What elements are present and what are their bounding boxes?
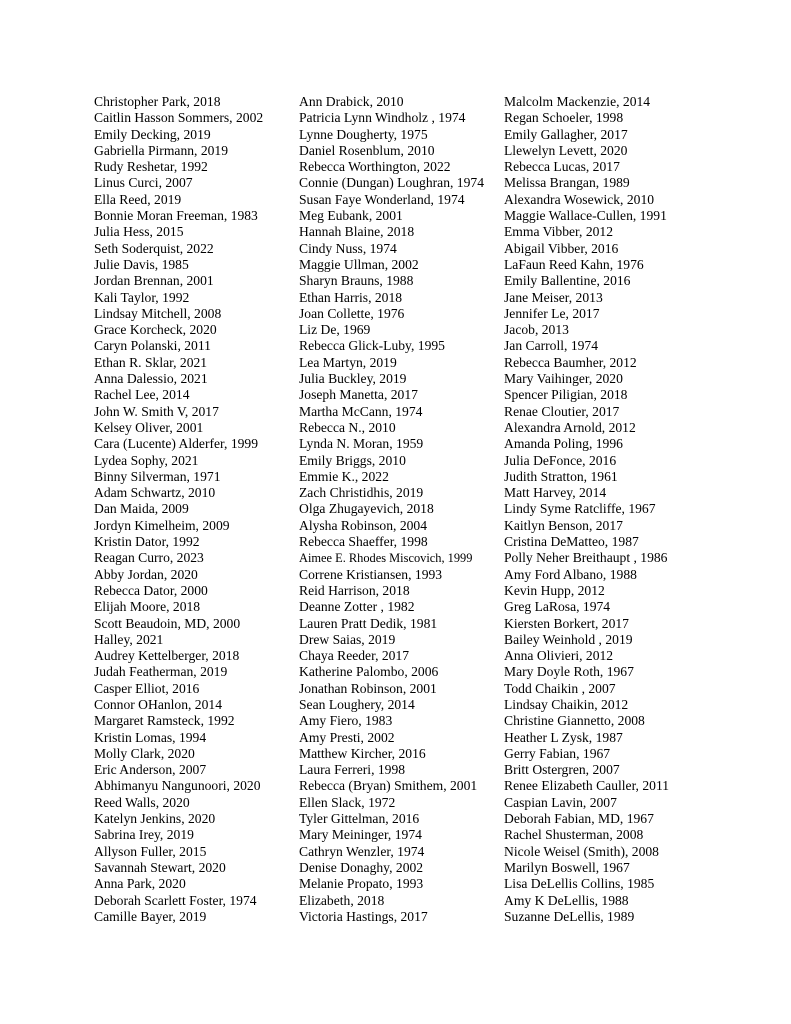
name-entry: Emily Ballentine, 2016 (504, 273, 631, 289)
name-entry: Amanda Poling, 1996 (504, 436, 623, 452)
name-entry: Deborah Scarlett Foster, 1974 (94, 892, 257, 908)
name-entry: Judith Stratton, 1961 (504, 468, 618, 484)
name-entry: Liz De, 1969 (299, 322, 371, 338)
name-column-3 (504, 94, 669, 925)
name-entry: Caitlin Hasson Sommers, 2002 (94, 110, 264, 126)
name-entry: Rebecca (Bryan) Smithem, 2001 (299, 778, 478, 794)
name-entry: Martha McCann, 1974 (299, 403, 423, 419)
name-entry: Dan Maida, 2009 (94, 501, 189, 517)
name-entry: Connie (Dungan) Loughran, 1974 (299, 175, 484, 191)
name-entry: Melanie Propato, 1993 (299, 876, 424, 892)
name-entry: Hannah Blaine, 2018 (299, 224, 415, 240)
name-entry: Christopher Park, 2018 (94, 94, 221, 109)
name-entry: Olga Zhugayevich, 2018 (299, 501, 434, 517)
name-entry: Casper Elliot, 2016 (94, 680, 200, 696)
name-entry: Maggie Ullman, 2002 (299, 256, 419, 272)
name-entry: Rebecca Shaeffer, 1998 (299, 534, 428, 550)
name-entry: Camille Bayer, 2019 (94, 908, 207, 924)
name-entry: Emily Briggs, 2010 (299, 452, 406, 468)
name-entry: Cristina DeMatteo, 1987 (504, 534, 639, 550)
name-entry: Mary Vaihinger, 2020 (504, 371, 623, 387)
name-entry: Melissa Brangan, 1989 (504, 175, 630, 191)
name-entry: Bailey Weinhold , 2019 (504, 631, 633, 647)
name-entry: Jan Carroll, 1974 (504, 338, 599, 354)
name-entry: Julia Hess, 2015 (94, 224, 184, 240)
name-entry: Matt Harvey, 2014 (504, 485, 607, 501)
name-entry: Amy Presti, 2002 (299, 729, 395, 745)
name-entry: Cara (Lucente) Alderfer, 1999 (94, 436, 259, 452)
name-entry: Christine Giannetto, 2008 (504, 713, 645, 729)
name-entry: Marilyn Boswell, 1967 (504, 859, 630, 875)
name-entry: Rudy Reshetar, 1992 (94, 159, 208, 175)
name-entry: Susan Faye Wonderland, 1974 (299, 191, 465, 207)
name-entry: Caspian Lavin, 2007 (504, 794, 617, 810)
name-entry: Eric Anderson, 2007 (94, 762, 207, 778)
name-entry: Rebecca N., 2010 (299, 419, 396, 435)
name-entry: Jacob, 2013 (504, 322, 569, 338)
name-entry: Maggie Wallace-Cullen, 1991 (504, 208, 667, 224)
name-entry: Chaya Reeder, 2017 (299, 648, 410, 664)
name-entry: Savannah Stewart, 2020 (94, 859, 226, 875)
name-entry: Deanne Zotter , 1982 (299, 599, 415, 615)
name-entry: Kristin Lomas, 1994 (94, 729, 207, 745)
name-entry: Nicole Weisel (Smith), 2008 (504, 843, 659, 859)
name-entry: Kiersten Borkert, 2017 (504, 615, 629, 631)
name-entry: Rebecca Baumher, 2012 (504, 354, 637, 370)
name-entry: Lynne Dougherty, 1975 (299, 126, 428, 142)
name-entry: Gerry Fabian, 1967 (504, 745, 611, 761)
name-entry: Greg LaRosa, 1974 (504, 599, 611, 615)
name-entry: Allyson Fuller, 2015 (94, 843, 207, 859)
name-entry: Lydea Sophy, 2021 (94, 452, 199, 468)
name-entry: Jordan Brennan, 2001 (94, 273, 214, 289)
name-entry: Jennifer Le, 2017 (504, 305, 600, 321)
name-entry: Rebecca Lucas, 2017 (504, 159, 620, 175)
name-entry: Connor OHanlon, 2014 (94, 696, 222, 712)
name-entry: Gabriella Pirmann, 2019 (94, 142, 229, 158)
name-entry: Heather L Zysk, 1987 (504, 729, 623, 745)
name-entry: Aimee E. Rhodes Miscovich, 1999 (299, 551, 473, 566)
name-entry: Patricia Lynn Windholz , 1974 (299, 110, 466, 126)
name-entry: Tyler Gittelman, 2016 (299, 811, 420, 827)
name-entry: Cathryn Wenzler, 1974 (299, 843, 425, 859)
name-entry: Abby Jordan, 2020 (94, 566, 198, 582)
name-entry: Daniel Rosenblum, 2010 (299, 142, 435, 158)
name-entry: Anna Olivieri, 2012 (504, 648, 614, 664)
name-entry: Rebecca Dator, 2000 (94, 582, 208, 598)
name-entry: Anna Dalessio, 2021 (94, 371, 208, 387)
name-entry: Mary Doyle Roth, 1967 (504, 664, 634, 680)
name-entry: Jonathan Robinson, 2001 (299, 680, 437, 696)
name-entry: Spencer Piligian, 2018 (504, 387, 628, 403)
name-entry: Sharyn Brauns, 1988 (299, 273, 414, 289)
name-entry: Zach Christidhis, 2019 (299, 485, 424, 501)
name-entry: Kristin Dator, 1992 (94, 534, 200, 550)
name-entry: Elijah Moore, 2018 (94, 599, 201, 615)
name-entry: Sabrina Irey, 2019 (94, 827, 194, 843)
name-entry: Meg Eubank, 2001 (299, 208, 403, 224)
name-entry: Lindy Syme Ratcliffe, 1967 (504, 501, 656, 517)
name-entry: Cindy Nuss, 1974 (299, 240, 397, 256)
name-entry: LaFaun Reed Kahn, 1976 (504, 256, 644, 272)
name-entry: Caryn Polanski, 2011 (94, 338, 211, 354)
name-entry: Jane Meiser, 2013 (504, 289, 603, 305)
name-entry: Audrey Kettelberger, 2018 (94, 648, 240, 664)
name-entry: Todd Chaikin , 2007 (504, 680, 616, 696)
name-entry: Rebecca Worthington, 2022 (299, 159, 451, 175)
name-entry: Katherine Palombo, 2006 (299, 664, 439, 680)
name-entry: Seth Soderquist, 2022 (94, 240, 214, 256)
name-column-2 (299, 94, 484, 925)
name-entry: Emmie K., 2022 (299, 468, 389, 484)
name-entry: Alysha Robinson, 2004 (299, 517, 428, 533)
name-entry: Julie Davis, 1985 (94, 256, 189, 272)
name-entry: Kaitlyn Benson, 2017 (504, 517, 623, 533)
name-entry: Drew Saias, 2019 (299, 631, 396, 647)
name-entry: Deborah Fabian, MD, 1967 (504, 811, 654, 827)
name-entry: Bonnie Moran Freeman, 1983 (94, 208, 258, 224)
name-entry: Abhimanyu Nangunoori, 2020 (94, 778, 261, 794)
name-entry: Scott Beaudoin, MD, 2000 (94, 615, 241, 631)
name-entry: Lynda N. Moran, 1959 (299, 436, 424, 452)
name-entry: Margaret Ramsteck, 1992 (94, 713, 235, 729)
name-entry: Jordyn Kimelheim, 2009 (94, 517, 230, 533)
name-entry: Denise Donaghy, 2002 (299, 859, 424, 875)
name-entry: Reid Harrison, 2018 (299, 582, 410, 598)
name-entry: Lindsay Mitchell, 2008 (94, 305, 222, 321)
name-entry: Binny Silverman, 1971 (94, 468, 221, 484)
name-entry: Emily Gallagher, 2017 (504, 126, 628, 142)
name-entry: Regan Schoeler, 1998 (504, 110, 624, 126)
name-entry: Halley, 2021 (94, 631, 164, 647)
name-entry: Elizabeth, 2018 (299, 892, 385, 908)
name-entry: Katelyn Jenkins, 2020 (94, 811, 216, 827)
name-entry: Anna Park, 2020 (94, 876, 186, 892)
name-entry: Adam Schwartz, 2010 (94, 485, 216, 501)
name-entry: Ella Reed, 2019 (94, 191, 182, 207)
name-entry: Amy Ford Albano, 1988 (504, 566, 637, 582)
name-entry: Laura Ferreri, 1998 (299, 762, 406, 778)
name-entry: Polly Neher Breithaupt , 1986 (504, 550, 668, 566)
name-entry: Renae Cloutier, 2017 (504, 403, 620, 419)
name-entry: Amy K DeLellis, 1988 (504, 892, 629, 908)
name-entry: Llewelyn Levett, 2020 (504, 142, 628, 158)
name-entry: Malcolm Mackenzie, 2014 (504, 94, 651, 109)
name-entry: Alexandra Arnold, 2012 (504, 419, 636, 435)
name-entry: Abigail Vibber, 2016 (504, 240, 619, 256)
name-entry: Sean Loughery, 2014 (299, 696, 415, 712)
name-entry: Linus Curci, 2007 (94, 175, 193, 191)
name-entry: Ethan Harris, 2018 (299, 289, 403, 305)
name-entry: Lindsay Chaikin, 2012 (504, 696, 629, 712)
name-entry: Molly Clark, 2020 (94, 745, 195, 761)
name-entry: Ellen Slack, 1972 (299, 794, 396, 810)
name-entry: Mary Meininger, 1974 (299, 827, 422, 843)
name-entry: Victoria Hastings, 2017 (299, 908, 428, 924)
name-entry: Lea Martyn, 2019 (299, 354, 397, 370)
name-entry: Rachel Lee, 2014 (94, 387, 190, 403)
name-entry: John W. Smith V, 2017 (94, 403, 219, 419)
name-entry: Matthew Kircher, 2016 (299, 745, 426, 761)
name-entry: Julia Buckley, 2019 (299, 371, 407, 387)
name-entry: Ethan R. Sklar, 2021 (94, 354, 208, 370)
name-entry: Emily Decking, 2019 (94, 126, 211, 142)
name-entry: Lauren Pratt Dedik, 1981 (299, 615, 438, 631)
name-entry: Suzanne DeLellis, 1989 (504, 908, 635, 924)
name-entry: Ann Drabick, 2010 (299, 94, 404, 109)
name-entry: Rebecca Glick-Luby, 1995 (299, 338, 445, 354)
name-entry: Reagan Curro, 2023 (94, 550, 204, 566)
name-entry: Kali Taylor, 1992 (94, 289, 190, 305)
name-entry: Kevin Hupp, 2012 (504, 582, 605, 598)
name-entry: Britt Ostergren, 2007 (504, 762, 620, 778)
name-column-1 (94, 94, 263, 925)
name-entry: Renee Elizabeth Cauller, 2011 (504, 778, 670, 794)
name-entry: Lisa DeLellis Collins, 1985 (504, 876, 655, 892)
name-entry: Kelsey Oliver, 2001 (94, 419, 204, 435)
name-entry: Amy Fiero, 1983 (299, 713, 393, 729)
name-entry: Grace Korcheck, 2020 (94, 322, 217, 338)
name-entry: Joseph Manetta, 2017 (299, 387, 418, 403)
name-entry: Judah Featherman, 2019 (94, 664, 228, 680)
name-entry: Emma Vibber, 2012 (504, 224, 614, 240)
name-entry: Rachel Shusterman, 2008 (504, 827, 644, 843)
name-entry: Reed Walls, 2020 (94, 794, 190, 810)
name-entry: Joan Collette, 1976 (299, 305, 405, 321)
name-entry: Julia DeFonce, 2016 (504, 452, 617, 468)
name-entry: Alexandra Wosewick, 2010 (504, 191, 655, 207)
name-entry: Correne Kristiansen, 1993 (299, 566, 443, 582)
